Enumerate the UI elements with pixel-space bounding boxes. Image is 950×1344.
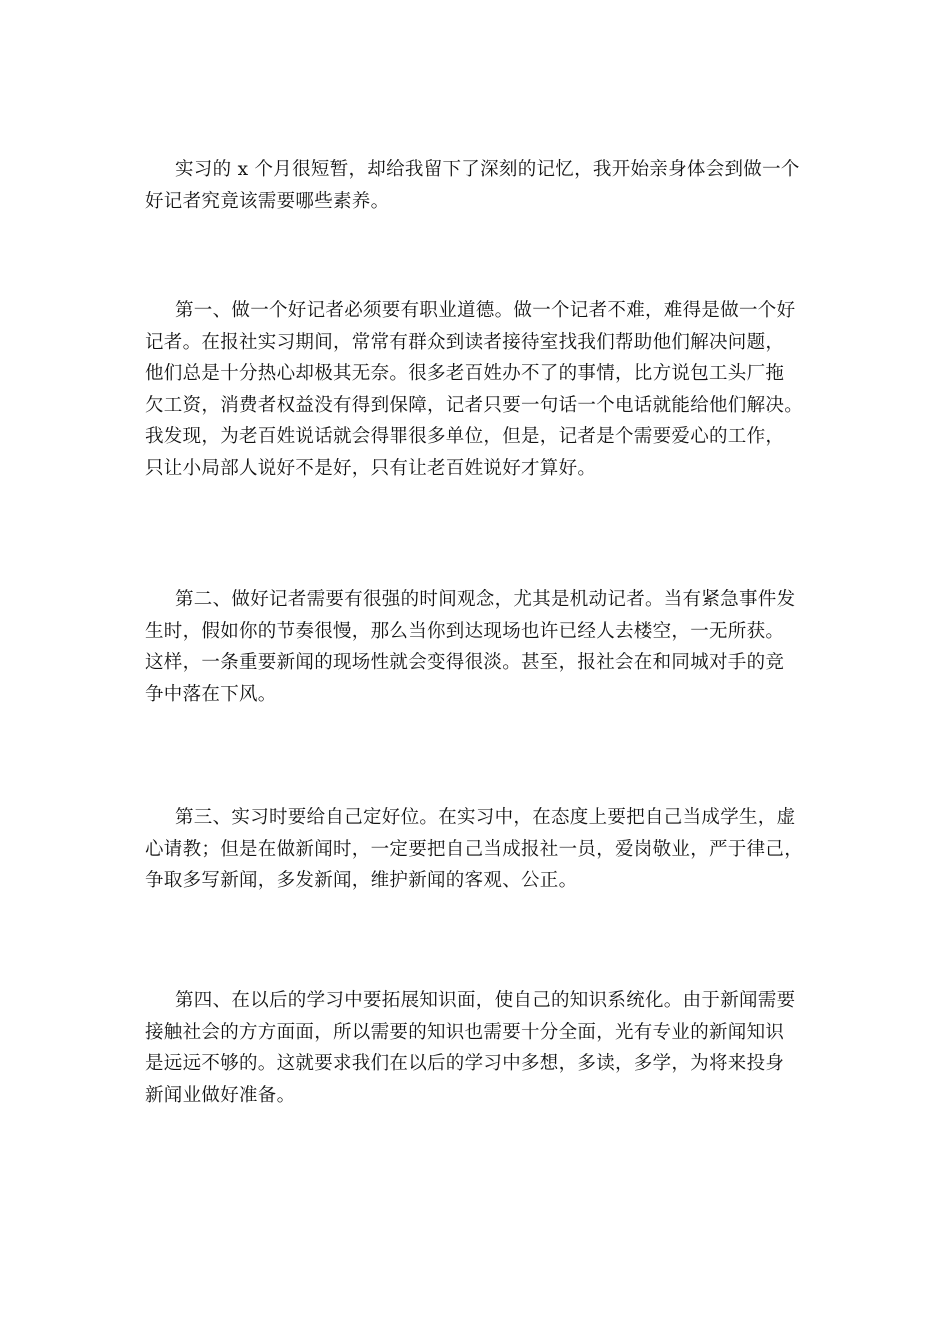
text-line: 新闻业做好准备。 [145, 1084, 296, 1106]
text-line: 欠工资，消费者权益没有得到保障，记者只要一句话一个电话就能给他们解决。 [145, 394, 804, 416]
text-line: 争中落在下风。 [145, 683, 277, 705]
text-line: 接触社会的方方面面，所以需要的知识也需要十分全面，光有专业的新闻知识 [145, 1021, 785, 1043]
text-line: 争取多写新闻，多发新闻，维护新闻的客观、公正。 [145, 870, 578, 891]
text-line: 第二、做好记者需要有很强的时间观念，尤其是机动记者。当有紧急事件发 [175, 589, 796, 610]
text-line: 生时，假如你的节奏很慢，那么当你到达现场也许已经人去楼空，一无所获。 [145, 620, 785, 642]
paragraph-point-one [145, 295, 810, 484]
paragraph-point-three [145, 802, 810, 897]
text-line: 这样，一条重要新闻的现场性就会变得很淡。甚至，报社会在和同城对手的竞 [145, 652, 785, 673]
text-line: 第一、做一个好记者必须要有职业道德。做一个记者不难，难得是做一个好 [175, 300, 796, 321]
text-line: 好记者究竟该需要哪些素养。 [145, 190, 390, 212]
paragraph-point-two [145, 584, 810, 710]
text-line: 记者。在报社实习期间，常常有群众到读者接待室找我们帮助他们解决问题， [145, 331, 785, 353]
text-line: 他们总是十分热心却极其无奈。很多老百姓办不了的事情，比方说包工头厂拖 [145, 363, 785, 384]
paragraph-intro [145, 154, 810, 217]
text-line: 我发现，为老百姓说话就会得罪很多单位，但是，记者是个需要爱心的工作， [145, 426, 785, 447]
text-line: 实习的 x 个月很短暂，却给我留下了深刻的记忆，我开始亲身体会到做一个 [175, 159, 800, 180]
text-line: 是远远不够的。这就要求我们在以后的学习中多想，多读，多学，为将来投身 [145, 1053, 785, 1074]
paragraph-point-four [145, 985, 810, 1111]
text-line: 第三、实习时要给自己定好位。在实习中，在态度上要把自己当成学生，虚 [175, 807, 796, 828]
text-line: 心请教；但是在做新闻时，一定要把自己当成报社一员，爱岗敬业，严于律己， [145, 838, 804, 860]
text-line: 只让小局部人说好不是好，只有让老百姓说好才算好。 [145, 457, 597, 479]
text-line: 第四、在以后的学习中要拓展知识面，使自己的知识系统化。由于新闻需要 [175, 990, 796, 1011]
